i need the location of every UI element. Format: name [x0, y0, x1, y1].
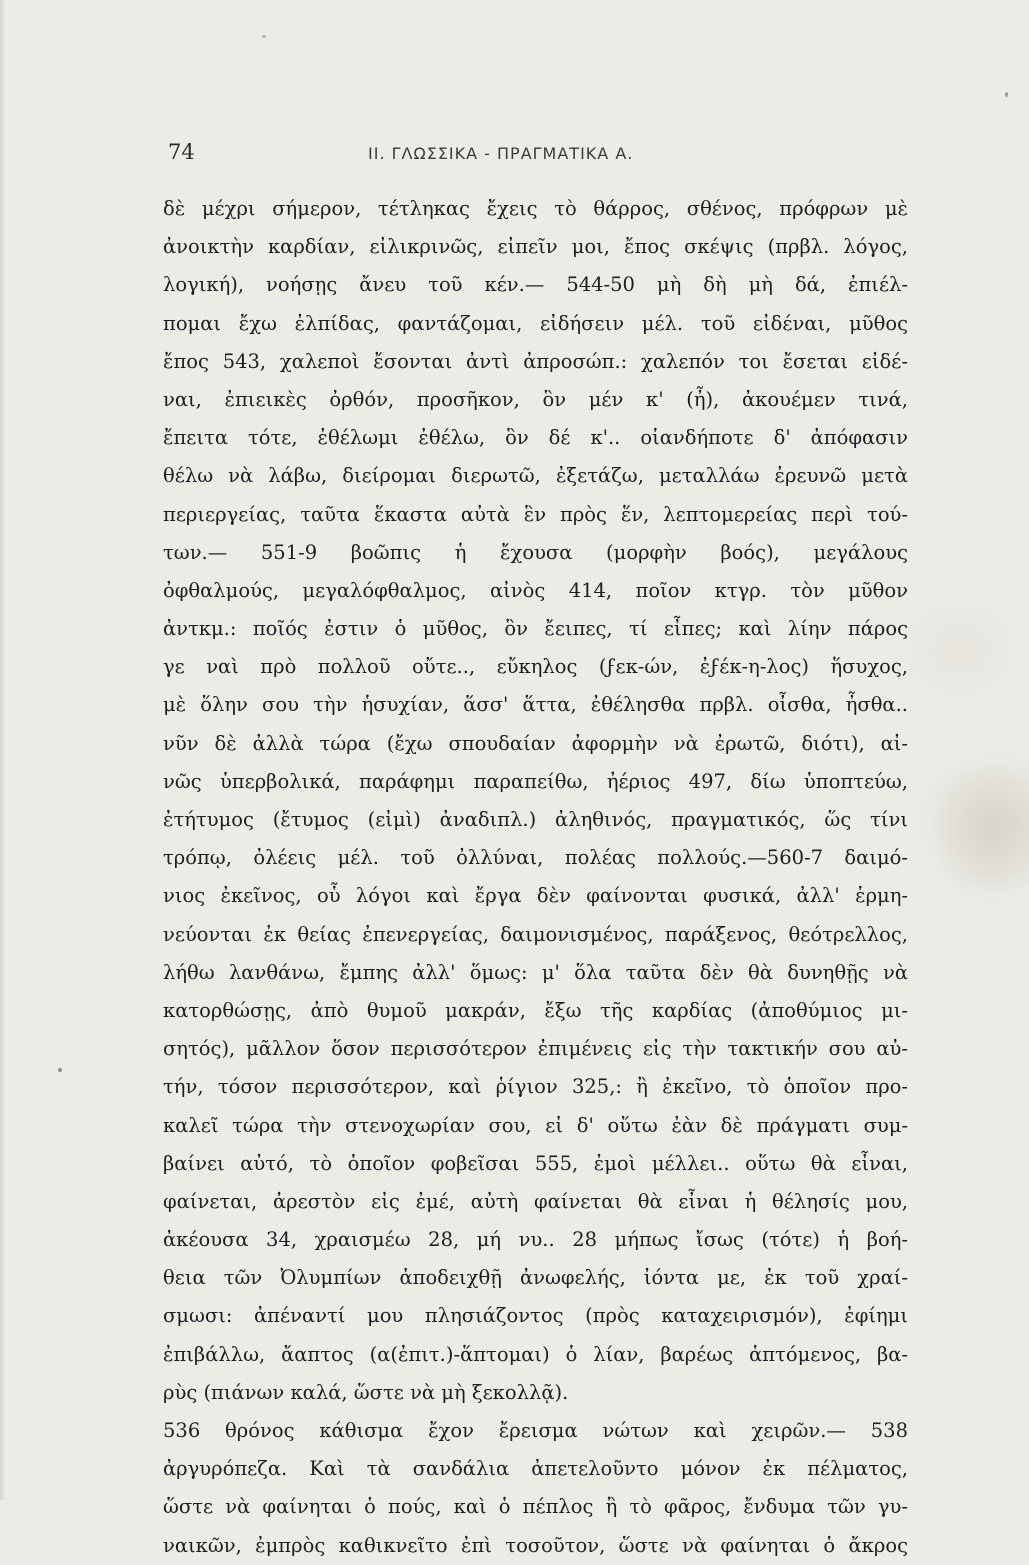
text-line: ἔπος 543, χαλεποὶ ἔσονται ἀντὶ ἀπροσώπ.: χαλεπόν τοι ἔσεται εἰδέ- — [163, 349, 908, 373]
text-line: ἀντκμ.: ποῖός ἐστιν ὁ μῦθος, ὃν ἔειπες, τί εἶπες; καὶ λίην πάρος — [163, 617, 908, 641]
text-line: νιος ἐκεῖνος, οὗ λόγοι καὶ ἔργα δὲν φαίνονται φυσικά, ἀλλ' ἑρμη- — [163, 884, 908, 908]
text-line: ἀκέουσα 34, χραισμέω 28, μή νυ.. 28 μήπως ἴσως (τότε) ἡ βοή- — [163, 1228, 908, 1252]
text-line: ἔπειτα τότε, ἐθέλωμι ἐθέλω, ὃν δέ κ'.. οἱανδήποτε δ' ἀπόφασιν — [163, 426, 908, 450]
text-line: καλεῖ τώρα τὴν στενοχωρίαν σου, εἰ δ' οὕτω ἐὰν δὲ πράγματι συμ- — [163, 1113, 908, 1137]
text-line: νῦν δὲ ἀλλὰ τώρα (ἔχω σπουδαίαν ἀφορμὴν νὰ ἐρωτῶ, διότι), αἰ- — [163, 731, 908, 755]
text-line: νεύονται ἐκ θείας ἐπενεργείας, δαιμονισμένος, παράξενος, θεότρελλος, — [163, 922, 908, 946]
text-line: ὥστε νὰ φαίνηται ὁ πούς, καὶ ὁ πέπλος ἢ τὸ φᾶρος, ἔνδυμα τῶν γυ- — [163, 1495, 908, 1519]
dust-speck — [1005, 92, 1008, 97]
text-line: σμωσι: ἀπέναντί μου πλησιάζοντος (πρὸς καταχειρισμόν), ἐφίημι — [163, 1304, 908, 1328]
text-line: τήν, τόσον περισσότερον, καὶ ῥίγιον 325,: ἢ ἐκεῖνο, τὸ ὁποῖον προ- — [163, 1075, 908, 1099]
text-line: ρὺς (πιάνων καλά, ὥστε νὰ μὴ ξεκολλᾷ). — [163, 1380, 569, 1404]
text-line: θέλω νὰ λάβω, διείρομαι διερωτῶ, ἐξετάζω, μεταλλάω ἐρευνῶ μετὰ — [163, 464, 908, 488]
text-line: γε ναὶ πρὸ πολλοῦ οὔτε.., εὔκηλος (ϝεκ-ών, ἐϝέκ-η-λος) ἥσυχος, — [163, 655, 908, 679]
stain-mark — [930, 760, 1029, 910]
commentary-text — [163, 190, 908, 1565]
text-line: περιεργείας, ταῦτα ἕκαστα αὐτὰ ἓν πρὸς ἕν, λεπτομερείας περὶ τού- — [163, 502, 908, 526]
text-line: σητός), μᾶλλον ὅσον περισσότερον ἐπιμένεις εἰς τὴν τακτικήν σου αὐ- — [163, 1037, 908, 1061]
text-line: ναι, ἐπιεικὲς ὀρθόν, προσῆκον, ὃν μέν κ' (ἦ), ἀκουέμεν τινά, — [163, 387, 908, 411]
page-edge-shadow — [0, 0, 6, 1500]
text-line: πομαι ἔχω ἐλπίδας, φαντάζομαι, εἰδήσειν μέλ. τοῦ εἰδέναι, μῦθος — [163, 311, 908, 335]
page-number: 74 — [168, 140, 195, 164]
running-head: ΙΙ. ΓΛΩΣΣΙΚΑ - ΠΡΑΓΜΑΤΙΚΑ Α. — [368, 144, 634, 163]
text-line: λογική), νοήσῃς ἄνευ τοῦ κέν.— 544-50 μὴ δὴ μὴ δά, ἐπιέλ- — [163, 273, 908, 297]
text-line: των.— 551-9 βοῶπις ἡ ἔχουσα (μορφὴν βοός), μεγάλους — [163, 540, 908, 564]
text-line: ἐπιβάλλω, ἄαπτος (α(ἐπιτ.)-ἅπτομαι) ὁ λίαν, βαρέως ἁπτόμενος, βα- — [163, 1342, 908, 1366]
text-line: νῶς ὑπερβολικά, παράφημι παραπείθω, ἠέριος 497, δίω ὑποπτεύω, — [163, 769, 908, 793]
text-line: φαίνεται, ἀρεστὸν εἰς ἐμέ, αὐτὴ φαίνεται θὰ εἶναι ἡ θέλησίς μου, — [163, 1189, 908, 1213]
text-line: ἀργυρόπεζα. Καὶ τὰ σανδάλια ἀπετελοῦντο μόνον ἐκ πέλματος, — [163, 1457, 908, 1481]
dust-speck — [262, 35, 266, 38]
text-line: βαίνει αὐτό, τὸ ὁποῖον φοβεῖσαι 555, ἐμοὶ μέλλει.. οὕτω θὰ εἶναι, — [163, 1151, 908, 1175]
text-line: 536 θρόνος κάθισμα ἔχον ἔρεισμα νώτων καὶ χειρῶν.— 538 — [163, 1419, 908, 1442]
page-header — [168, 140, 908, 172]
text-line: τρόπῳ, ὀλέεις μέλ. τοῦ ὀλλύναι, πολέας πολλούς.—560-7 δαιμό- — [163, 846, 908, 870]
text-line: μὲ ὅλην σου τὴν ἡσυχίαν, ἅσσ' ἅττα, ἐθέλησθα πρβλ. οἶσθα, ἦσθα.. — [163, 693, 908, 717]
dust-speck — [58, 1068, 62, 1072]
text-line: λήθω λανθάνω, ἔμπης ἀλλ' ὅμως: μ' ὅλα ταῦτα δὲν θὰ δυνηθῇς νὰ — [163, 960, 908, 984]
text-line: θεια τῶν Ὀλυμπίων ἀποδειχθῇ ἀνωφελής, ἰόντα με, ἐκ τοῦ χραί- — [163, 1266, 908, 1290]
text-line: δὲ μέχρι σήμερον, τέτληκας ἔχεις τὸ θάρρος, σθένος, πρόφρων μὲ — [163, 197, 908, 220]
text-line: ναικῶν, ἐμπρὸς καθικνεῖτο ἐπὶ τοσοῦτον, ὥστε νὰ φαίνηται ὁ ἄκρος — [163, 1533, 908, 1557]
text-line: ἐτήτυμος (ἔτυμος (εἰμὶ) ἀναδιπλ.) ἀληθινός, πραγματικός, ὥς τίνι — [163, 808, 908, 831]
text-line: κατορθώσῃς, ἀπὸ θυμοῦ μακράν, ἔξω τῆς καρδίας (ἀποθύμιος μι- — [163, 998, 908, 1022]
text-line: ἀνοικτὴν καρδίαν, εἰλικρινῶς, εἰπεῖν μοι, ἔπος σκέψις (πρβλ. λόγος, — [163, 235, 908, 259]
text-line: ὀφθαλμούς, μεγαλόφθαλμος, αἰνὸς 414, ποῖον κτγρ. τὸν μῦθον — [163, 578, 908, 602]
